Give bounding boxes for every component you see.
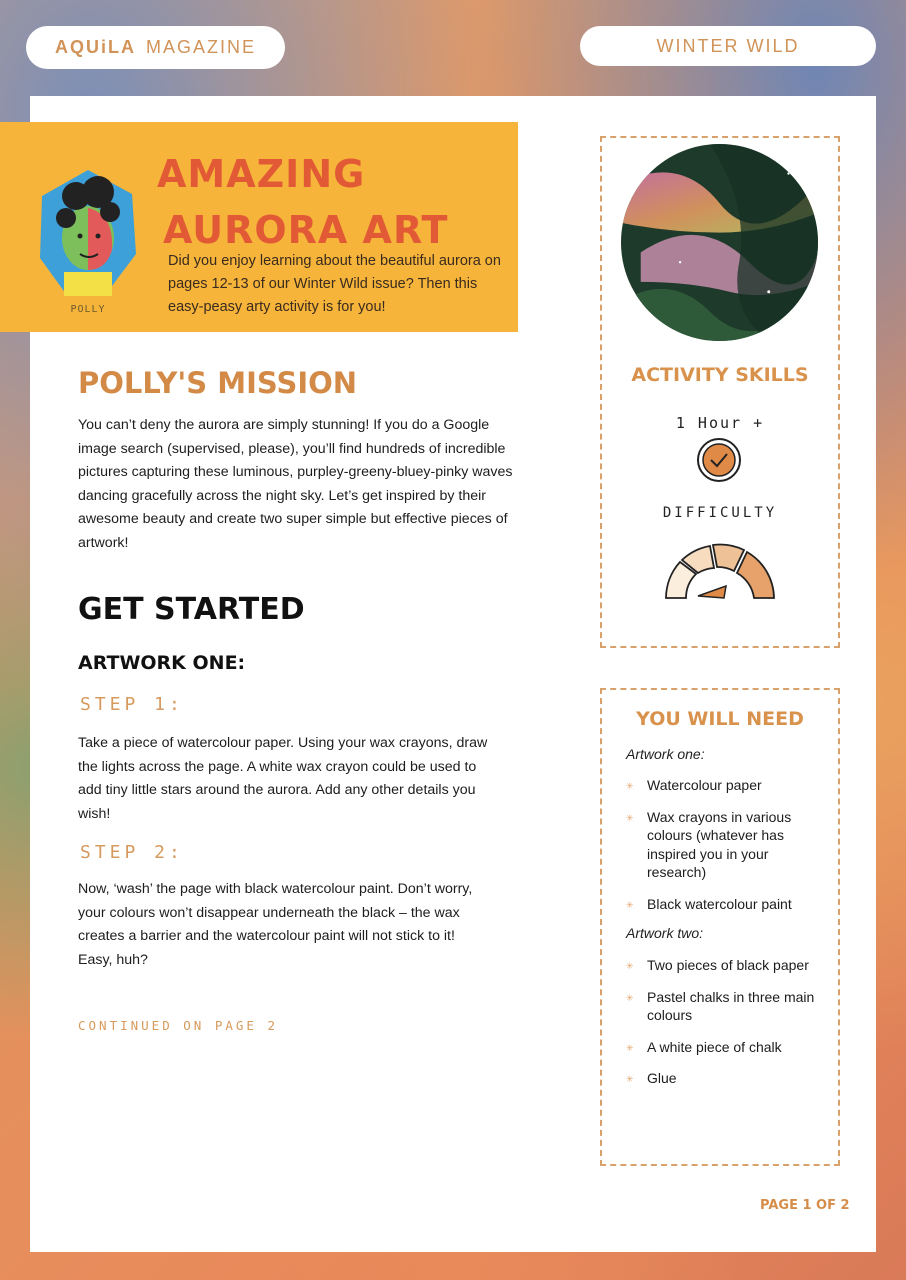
activity-skills-heading: ACTIVITY SKILLS <box>631 364 809 386</box>
list-item: ✳ Black watercolour paint <box>626 895 826 914</box>
aurora-illustration <box>621 144 818 341</box>
list-item: ✳ Wax crayons in various colours (whatever has inspired you in your research) <box>626 808 826 882</box>
mission-heading: POLLY'S MISSION <box>78 366 358 400</box>
title-line-1: AMAZING <box>157 152 366 196</box>
issue-name: WINTER WILD <box>656 35 800 56</box>
list-item: ✳ Pastel chalks in three main colours <box>626 988 826 1025</box>
list-item: ✳ Glue <box>626 1069 826 1088</box>
materials-list-one <box>626 776 826 926</box>
brand-name: AQUiLA <box>54 37 136 57</box>
clock-icon <box>695 436 743 484</box>
intro-text: Did you enjoy learning about the beautiful aurora on pages 12-13 of our Winter Wild issue? Then this easy-peasy arty activity is for you! <box>168 253 501 315</box>
page-number: PAGE 1 OF 2 <box>760 1198 850 1213</box>
brand-subtitle: MAGAZINE <box>145 37 256 57</box>
list-item: ✳ A white piece of chalk <box>626 1038 826 1057</box>
avatar-name: POLLY <box>70 304 106 315</box>
mission-text: You can’t deny the aurora are simply stunning! If you do a Google image search (supervised, please), you’ll find hundreds of incredible pictures capturing these luminous, purpley-greeny-bluey-pinky waves dancing gracefully across the night sky. Let’s get inspired by their awesome beauty and create two super simple but effective pieces of artwork! <box>78 417 513 551</box>
step-1-label: STEP 1: <box>80 694 184 715</box>
issue-pill <box>580 26 876 66</box>
group-artwork-two: Artwork two: <box>626 925 704 941</box>
difficulty-gauge-icon <box>660 540 780 604</box>
polly-avatar-icon <box>36 166 140 316</box>
materials-list-two <box>626 956 826 1101</box>
group-artwork-one: Artwork one: <box>626 746 705 762</box>
difficulty-label: DIFFICULTY <box>662 505 778 521</box>
brand-pill <box>26 26 285 69</box>
continued-note: CONTINUED ON PAGE 2 <box>78 1018 278 1033</box>
artwork-one-heading: ARTWORK ONE: <box>78 652 246 674</box>
list-item: ✳ Two pieces of black paper <box>626 956 826 975</box>
step-2-text: Now, ‘wash’ the page with black watercolour paint. Don’t worry, your colours won’t disappear underneath the black – the wax creates a barrier and the watercolour paint will not stick to it! Easy, huh? <box>78 881 473 968</box>
get-started-heading: GET STARTED <box>78 592 305 627</box>
you-will-need-heading: YOU WILL NEED <box>636 708 804 730</box>
list-item: ✳ Watercolour paper <box>626 776 826 795</box>
page-title <box>157 146 448 258</box>
title-line-2: AURORA ART <box>163 208 449 252</box>
duration-text: 1 Hour + <box>675 414 765 432</box>
step-2-label: STEP 2: <box>80 842 184 863</box>
step-1-text: Take a piece of watercolour paper. Using your wax crayons, draw the lights across the page. A white wax crayon could be used to add tiny little stars around the aurora. Add any other details you wish! <box>78 735 488 822</box>
